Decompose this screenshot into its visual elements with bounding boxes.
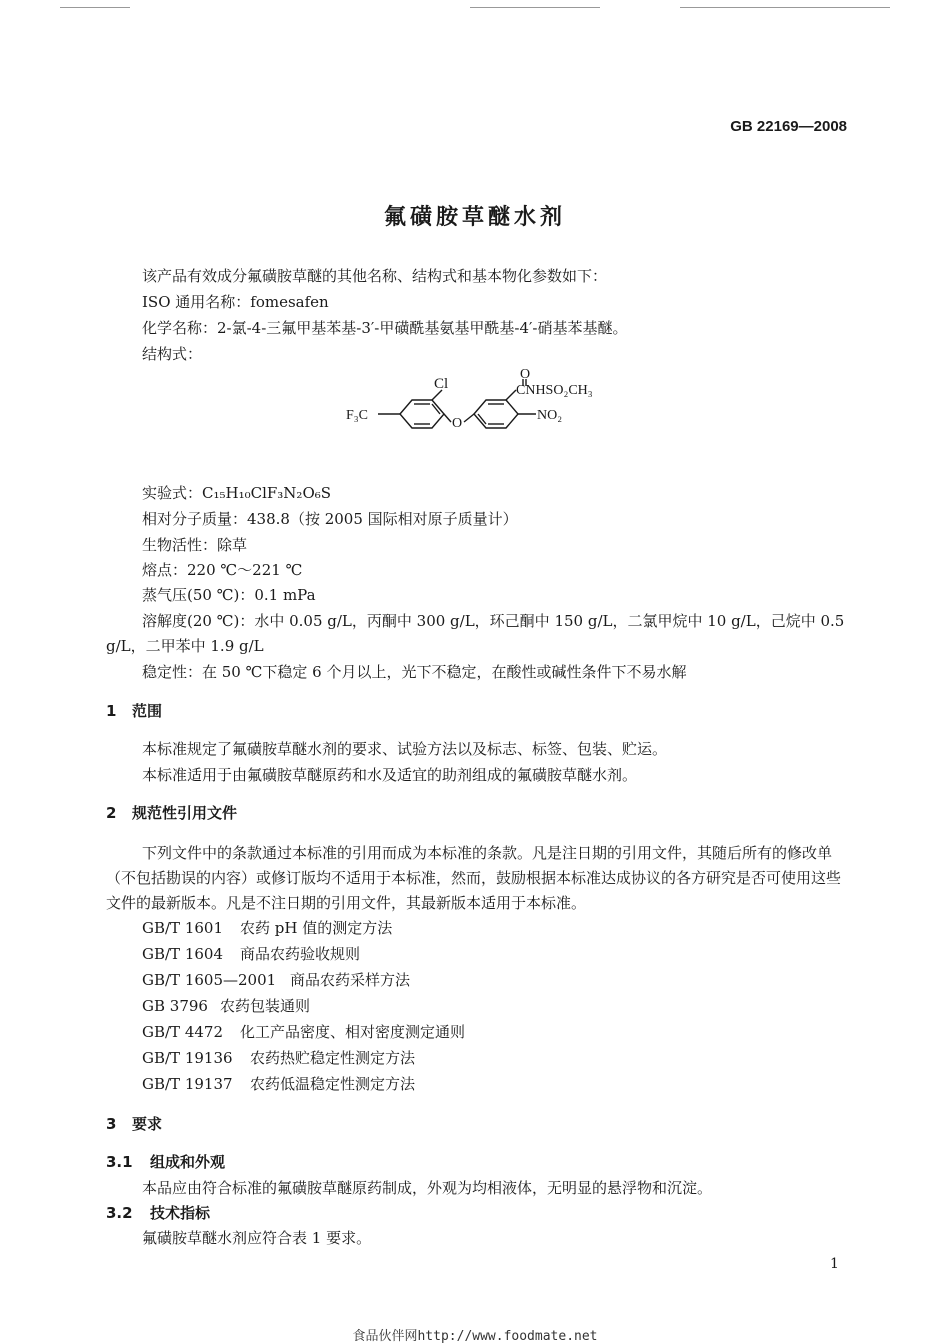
reference-code: GB/T 1604 <box>142 945 224 963</box>
trifluoromethyl-label: F₃C <box>346 408 369 423</box>
section-1-number: 1 <box>106 702 117 720</box>
side-chain-label: CNHSO₂CH₃ <box>516 383 593 398</box>
page-number: 1 <box>830 1256 839 1272</box>
reference-code: GB/T 19137 <box>142 1075 233 1093</box>
reference-code: GB/T 1605—2001 <box>142 971 277 989</box>
bioactivity: 生物活性：除草 <box>142 536 248 554</box>
page-title: 氟磺胺草醚水剂 <box>383 205 566 230</box>
chemical-name: 化学名称：2-氯-4-三氟甲基苯基-3′-甲磺酰基氨基甲酰基-4′-硝基苯基醚。 <box>142 319 628 337</box>
nitro-label: NO₂ <box>537 408 563 423</box>
structural-formula <box>340 364 630 464</box>
subsection-3-1-number: 3.1 <box>106 1153 133 1171</box>
reference-code: GB/T 19136 <box>142 1049 233 1067</box>
section-1-para-1: 本标准规定了氟磺胺草醚水剂的要求、试验方法以及标志、标签、包装、贮运。 <box>142 740 668 758</box>
reference-code: GB/T 4472 <box>142 1023 224 1041</box>
reference-title: 农药 pH 值的测定方法 <box>240 919 393 937</box>
section-2-number: 2 <box>106 804 117 822</box>
reference-code: GB/T 1601 <box>142 919 224 937</box>
ether-oxygen-label: O <box>452 416 463 431</box>
section-1-para-2: 本标准适用于由氟磺胺草醚原药和水及适宜的助剂组成的氟磺胺草醚水剂。 <box>142 766 638 784</box>
footer-watermark: 食品伙伴网http://www.foodmate.net <box>352 1329 598 1344</box>
subsection-3-2-heading: 技术指标 <box>150 1204 211 1222</box>
section-2-heading: 规范性引用文件 <box>132 804 238 822</box>
reference-title: 农药包装通则 <box>220 997 311 1015</box>
subsection-3-2-text: 氟磺胺草醚水剂应符合表 1 要求。 <box>142 1229 372 1247</box>
stability: 稳定性：在 50 ℃下稳定 6 个月以上，光下不稳定，在酸性或碱性条件下不易水解 <box>142 663 687 681</box>
top-rule-right <box>680 7 890 8</box>
top-rule-middle <box>470 7 600 8</box>
molar-mass: 相对分子质量：438.8（按 2005 国际相对原子质量计） <box>142 510 518 528</box>
reference-code: GB 3796 <box>142 997 208 1015</box>
iso-name: ISO 通用名称：fomesafen <box>142 293 329 311</box>
intro-line: 该产品有效成分氟磺胺草醚的其他名称、结构式和基本物化参数如下： <box>142 267 608 285</box>
section-3-heading: 要求 <box>132 1115 163 1133</box>
melting-point: 熔点：220 ℃～221 ℃ <box>142 561 303 579</box>
reference-title: 化工产品密度、相对密度测定通则 <box>240 1023 466 1041</box>
empirical-formula: 实验式：C₁₅H₁₀ClF₃N₂O₆S <box>142 484 332 502</box>
section-3-number: 3 <box>106 1115 117 1133</box>
solubility: 溶解度(20 ℃)：水中 0.05 g/L，丙酮中 300 g/L，环己酮中 150 g/L，二氯甲烷中 10 g/L，己烷中 0.5 g/L，二甲苯中 1.9 g/L <box>106 612 845 655</box>
section-2-para: 下列文件中的条款通过本标准的引用而成为本标准的条款。凡是注日期的引用文件，其随后所有的修改单（不包括勘误的内容）或修订版均不适用于本标准，然而，鼓励根据本标准达成协议的各方研究是否可使用这些文件的最新版本。凡是不注日期的引用文件，其最新版本适用于本标准。 <box>106 844 842 912</box>
reference-title: 农药低温稳定性测定方法 <box>250 1075 416 1093</box>
chlorine-label: Cl <box>434 376 449 392</box>
reference-title: 商品农药验收规则 <box>240 945 361 963</box>
reference-title: 商品农药采样方法 <box>290 971 411 989</box>
subsection-3-1-heading: 组成和外观 <box>150 1153 226 1171</box>
subsection-3-2-number: 3.2 <box>106 1204 133 1222</box>
standard-code: GB 22169—2008 <box>730 118 847 135</box>
section-1-heading: 范围 <box>132 702 163 720</box>
reference-title: 农药热贮稳定性测定方法 <box>250 1049 416 1067</box>
subsection-3-1-text: 本品应由符合标准的氟磺胺草醚原药制成，外观为均相液体，无明显的悬浮物和沉淀。 <box>142 1179 713 1197</box>
top-rule-left <box>60 7 130 8</box>
vapor-pressure: 蒸气压(50 ℃)：0.1 mPa <box>142 586 316 604</box>
carbonyl-oxygen-label: O <box>520 367 531 382</box>
structure-label: 结构式： <box>142 345 203 363</box>
